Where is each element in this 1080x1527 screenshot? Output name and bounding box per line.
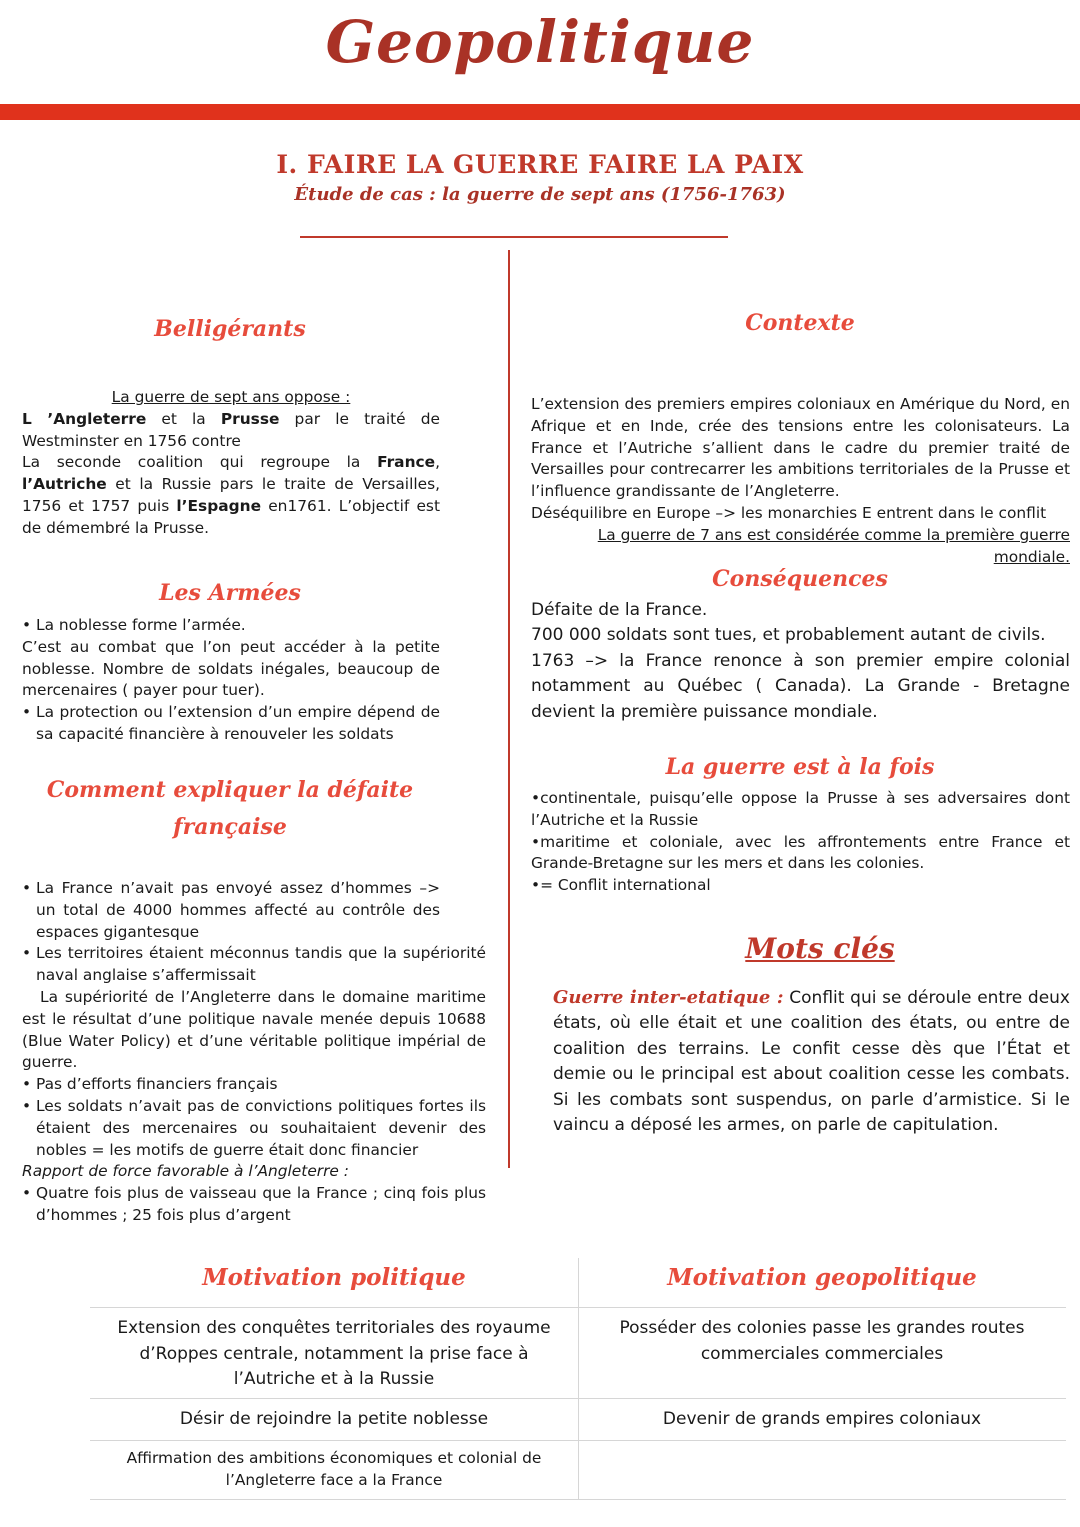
table-row-divider: [90, 1398, 1066, 1399]
mots-cles-text: [553, 985, 1070, 1138]
contexte-title: Contexte: [745, 310, 855, 336]
mots-cles-term: Guerre inter-etatique :: [553, 987, 784, 1008]
table-row-divider: [90, 1440, 1066, 1441]
consequences-title: Conséquences: [712, 566, 888, 592]
belligerants-intro: La guerre de sept ans oppose :: [111, 388, 351, 406]
table-cell: Extension des conquêtes territoriales des royaume d’Roppes centrale, notamment la prise face à l’Autriche et à la Russie: [117, 1318, 551, 1389]
defaite-text: [22, 878, 486, 1227]
page-title: Geopolitique: [325, 8, 755, 76]
table-cell: Affirmation des ambitions économiques et colonial de l’Angleterre face a la France: [126, 1449, 542, 1489]
fois-paragraph-2: •maritime et coloniale, avec les affrontements entre France et Grande-Bretagne sur les mers et dans les colonies.: [531, 832, 1070, 873]
armees-bullet-2: • La protection ou l’extension d’un empire dépend de sa capacité financière à renouveler les soldats: [22, 702, 440, 746]
header-accent-bar: [0, 104, 1080, 120]
fois-paragraph-3: •= Conflit international: [531, 876, 711, 895]
column-divider: [508, 250, 510, 1168]
defaite-bullet-1: • La France n’avait pas envoyé assez d’hommes –> un total de 4000 hommes affecté au contrôle des espaces gigantesque: [22, 878, 486, 943]
rapport-de-force: Rapport de force favorable à l’Angleterre :: [22, 1162, 349, 1181]
belligerants-title: Belligérants: [154, 316, 306, 342]
consequences-paragraph-2: 700 000 soldats sont tues, et probablement autant de civils.: [531, 625, 1046, 646]
table-header-geopolitique: Motivation geopolitique: [667, 1264, 977, 1291]
motivation-table: [90, 1258, 1066, 1500]
defaite-paragraph: La supériorité de l’Angleterre dans le domaine maritime est le résultat d’une politique navale menée depuis 10688 (Blue Water Policy) et d’une véritable politique impérial de guerre.: [22, 987, 486, 1072]
table-cell: Désir de rejoindre la petite noblesse: [179, 1409, 489, 1429]
table-row-divider: [90, 1499, 1066, 1500]
consequences-text: [531, 598, 1070, 725]
defaite-bullet-4: • Les soldats n’avait pas de convictions politiques fortes ils étaient des mercenaires ou souhaitaient devenir des nobles = les motifs de guerre était donc financier: [22, 1096, 486, 1161]
defaite-bullet-3: • Pas d’efforts financiers français: [22, 1074, 486, 1096]
fois-text: [531, 788, 1070, 897]
table-cell: Posséder des colonies passe les grandes routes commerciales commerciales: [619, 1318, 1025, 1364]
defaite-bullet-2: • Les territoires étaient méconnus tandis que la supériorité naval anglaise s’affermissait: [22, 943, 486, 987]
heading-underline: [300, 236, 728, 238]
belligerants-text: [22, 387, 440, 540]
defaite-title: Comment expliquer la défaite française: [46, 777, 414, 840]
consequences-paragraph-3: 1763 –> la France renonce à son premier empire colonial notamment au Québec ( Canada). La Grande - Bretagne devient la première puissance mondiale.: [531, 650, 1070, 722]
section-heading: I. FAIRE LA GUERRE FAIRE LA PAIX: [276, 150, 804, 179]
armees-bullet-1: • La noblesse forme l’armée.: [22, 615, 440, 637]
case-study-subtitle: Étude de cas : la guerre de sept ans (1756-1763): [294, 184, 786, 205]
armees-title: Les Armées: [159, 580, 301, 606]
table-column-divider: [578, 1258, 579, 1500]
mots-cles-title: Mots clés: [745, 932, 895, 965]
fois-title: La guerre est à la fois: [665, 754, 935, 780]
consequences-paragraph-1: Défaite de la France.: [531, 600, 708, 620]
table-row-divider: [90, 1307, 1066, 1308]
contexte-paragraph-3: La guerre de 7 ans est considérée comme la première guerre mondiale.: [597, 525, 1070, 566]
contexte-paragraph-2: Déséquilibre en Europe –> les monarchies E entrent dans le conflit: [531, 503, 1047, 522]
mots-cles-definition: Conflit qui se déroule entre deux états, où elle était et une coalition des états, ou entre de coalition des terrains. Le confit cesse dès que l’État et demie ou le principal est about coalition cesse les combats. Si les combats sont suspendus, on parle d’armistice. Si le vaincu a déposé les armes, on parle de capitulation.: [553, 988, 1070, 1136]
armees-text: [22, 615, 440, 746]
belligerants-paragraph-2: La seconde coalition qui regroupe la France, l’Autriche et la Russie pars le traite de Versailles, 1756 et 1757 puis l’Espagne en1761. L’objectif est de démembré la Prusse.: [22, 453, 440, 537]
table-cell: Devenir de grands empires coloniaux: [662, 1409, 982, 1429]
armees-paragraph: C’est au combat que l’on peut accéder à la petite noblesse. Nombre de soldats inégales, beaucoup de mercenaires ( payer pour tuer).: [22, 637, 440, 700]
belligerants-paragraph-1: L ’Angleterre et la Prusse par le traité de Westminster en 1756 contre: [22, 409, 441, 450]
defaite-bullet-5: • Quatre fois plus de vaisseau que la France ; cinq fois plus d’hommes ; 25 fois plus d’argent: [22, 1183, 486, 1227]
table-header-politique: Motivation politique: [202, 1264, 466, 1291]
contexte-paragraph-1: L’extension des premiers empires coloniaux en Amérique du Nord, en Afrique et en Inde, crée des tensions entre les colonisateurs. La France et l’Autriche s’allient dans le cadre du premier traité de Versailles pour contrecarrer les ambitions territoriales de la Prusse et l’influence grandissante de l’Angleterre.: [531, 395, 1070, 501]
contexte-text: [531, 394, 1070, 568]
fois-paragraph-1: •continentale, puisqu’elle oppose la Prusse à ses adversaires dont l’Autriche et la Russie: [531, 789, 1070, 829]
